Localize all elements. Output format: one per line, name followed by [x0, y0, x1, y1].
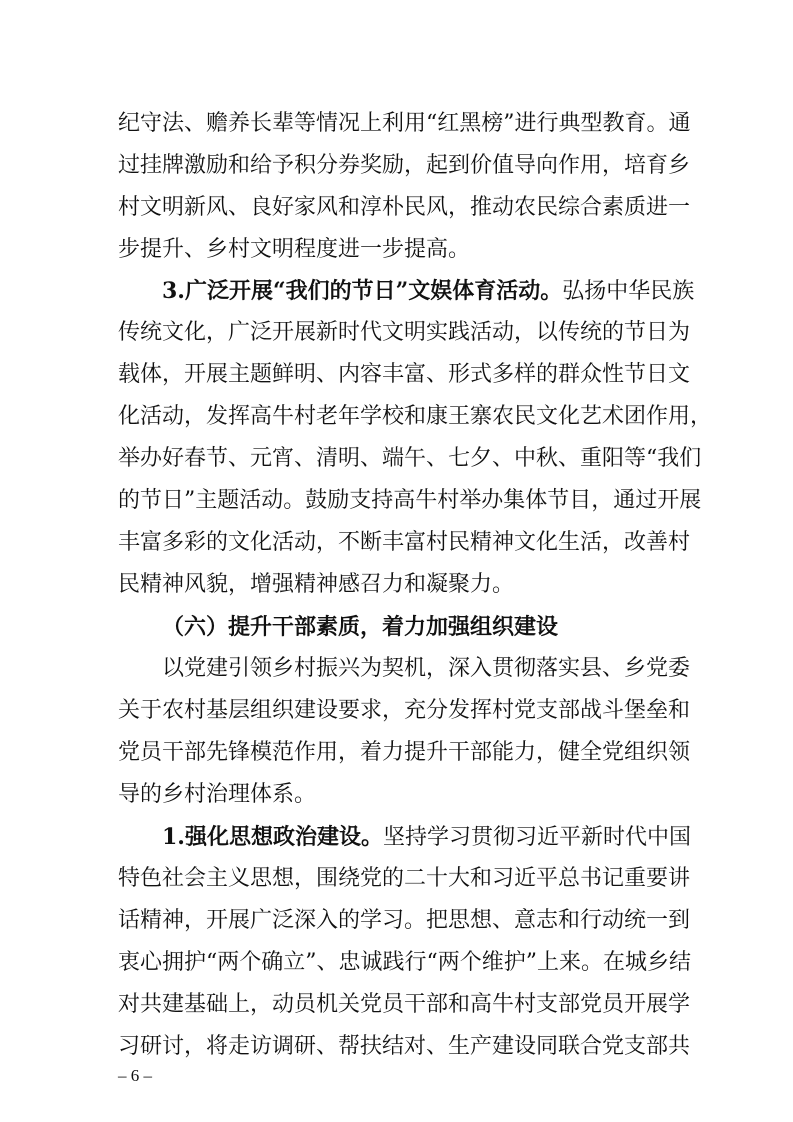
paragraph-2-line-7: 丰富多彩的文化活动，不断丰富村民精神文化生活，改善村 [118, 530, 691, 555]
paragraph-4-line-1-text: 坚持学习贯彻习近平新时代中国 [382, 825, 691, 850]
paragraph-2-line-5: 举办好春节、元宵、清明、端午、七夕、中秋、重阳等“我们 [118, 446, 702, 471]
paragraph-1-line-3: 村文明新风、良好家风和淳朴民风，推动农民综合素质进一 [118, 195, 691, 220]
paragraph-2-line-4: 化活动，发挥高牛村老年学校和康王寨农民文化艺术团作用， [118, 404, 713, 429]
paragraph-3-line-2: 关于农村基层组织建设要求，充分发挥村党支部战斗堡垒和 [118, 698, 691, 723]
paragraph-2-line-8: 民精神风貌，增强精神感召力和凝聚力。 [118, 572, 515, 597]
paragraph-1-line-1: 纪守法、赡养长辈等情况上利用“红黑榜”进行典型教育。通 [118, 111, 691, 136]
paragraph-2-lead: 3.广泛开展“我们的节日”文娱体育活动。 [162, 278, 563, 304]
paragraph-3-line-1: 以党建引领乡村振兴为契机，深入贯彻落实县、乡党委 [162, 656, 691, 681]
paragraph-4-line-1 [162, 817, 691, 857]
paragraph-2-line-1-text: 弘扬中华民族 [562, 279, 695, 304]
paragraph-3-line-3: 党员干部先锋模范作用，着力提升干部能力，健全党组织领 [118, 740, 691, 765]
paragraph-2-line-3: 载体，开展主题鲜明、内容丰富、形式多样的群众性节日文 [118, 362, 691, 387]
paragraph-4-line-5: 对共建基础上，动员机关党员干部和高牛村支部党员开展学 [118, 992, 691, 1017]
page-number: – 6 – [118, 1066, 152, 1085]
paragraph-1-line-4: 步提升、乡村文明程度进一步提高。 [118, 237, 471, 262]
paragraph-2-line-1 [162, 271, 695, 311]
paragraph-1-line-2: 过挂牌激励和给予积分券奖励，起到价值导向作用，培育乡 [118, 153, 691, 178]
section-heading-6: （六）提升干部素质，着力加强组织建设 [162, 614, 559, 640]
paragraph-4-line-6: 习研讨，将走访调研、帮扶结对、生产建设同联合党支部共 [118, 1034, 691, 1059]
paragraph-2-line-2: 传统文化，广泛开展新时代文明实践活动，以传统的节日为 [118, 320, 691, 345]
paragraph-4-line-3: 话精神，开展广泛深入的学习。把思想、意志和行动统一到 [118, 908, 691, 933]
paragraph-4-line-2: 特色社会主义思想，围绕党的二十大和习近平总书记重要讲 [118, 866, 691, 891]
paragraph-4-lead: 1.强化思想政治建设。 [162, 824, 383, 850]
paragraph-4-line-4: 衷心拥护“两个确立”、忠诚践行“两个维护”上来。在城乡结 [118, 950, 691, 975]
paragraph-3-line-4: 导的乡村治理体系。 [118, 782, 317, 807]
paragraph-2-line-6: 的节日”主题活动。鼓励支持高牛村举办集体节目，通过开展 [118, 488, 702, 513]
